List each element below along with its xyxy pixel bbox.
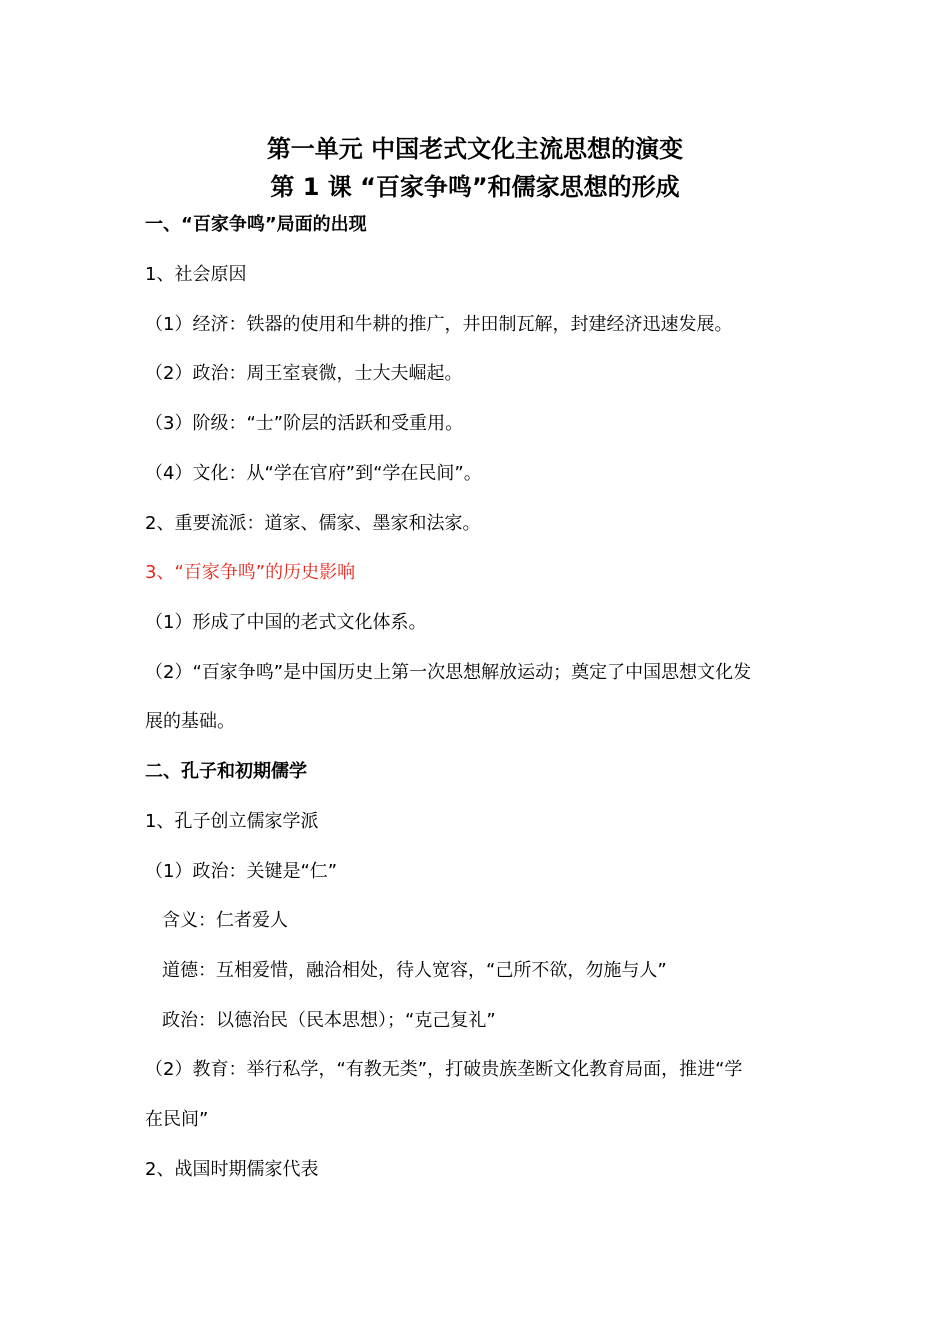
section1-item1-point: （1）经济：铁器的使用和牛耕的推广，井田制瓦解，封建经济迅速发展。 [145, 314, 733, 335]
section1-item1-point: （4）文化：从“学在官府”到“学在民间”。 [145, 463, 482, 484]
unit-title: 第一单元 中国老式文化主流思想的演变 [266, 135, 684, 163]
section2-education: （2）教育：举行私学，“有教无类”，打破贵族垄断文化教育局面，推进“学 [145, 1059, 743, 1080]
section1-item3-point-continuation: 展的基础。 [145, 711, 235, 732]
section2-politics: （1）政治：关键是“仁” [145, 861, 338, 882]
section2-education-continuation: 在民间” [145, 1109, 209, 1130]
lesson-title: 第 1 课 “百家争鸣”和儒家思想的形成 [270, 173, 680, 201]
section1-item1-label: 1、社会原因 [145, 264, 247, 285]
section1-heading: 一、“百家争鸣”局面的出现 [145, 214, 367, 235]
section2-governance: 政治：以德治民（民本思想）；“克己复礼” [162, 1010, 496, 1031]
section1-item1-point: （2）政治：周王室衰微，士大夫崛起。 [145, 363, 463, 384]
section2-heading: 二、孔子和初期儒学 [145, 761, 307, 782]
section2-item1-label: 1、孔子创立儒家学派 [145, 811, 319, 832]
section2-meaning: 含义：仁者爱人 [162, 910, 288, 931]
section1-item3-point: （2）“百家争鸣”是中国历史上第一次思想解放运动；奠定了中国思想文化发 [145, 662, 752, 683]
section2-item2: 2、战国时期儒家代表 [145, 1159, 319, 1180]
section1-item2: 2、重要流派：道家、儒家、墨家和法家。 [145, 513, 481, 534]
section1-item1-point: （3）阶级：“士”阶层的活跃和受重用。 [145, 413, 464, 434]
section1-item3-label: 3、“百家争鸣”的历史影响 [145, 562, 356, 583]
section2-morality: 道德：互相爱惜，融洽相处，待人宽容，“己所不欲，勿施与人” [162, 960, 667, 981]
section1-item3-point: （1）形成了中国的老式文化体系。 [145, 612, 427, 633]
